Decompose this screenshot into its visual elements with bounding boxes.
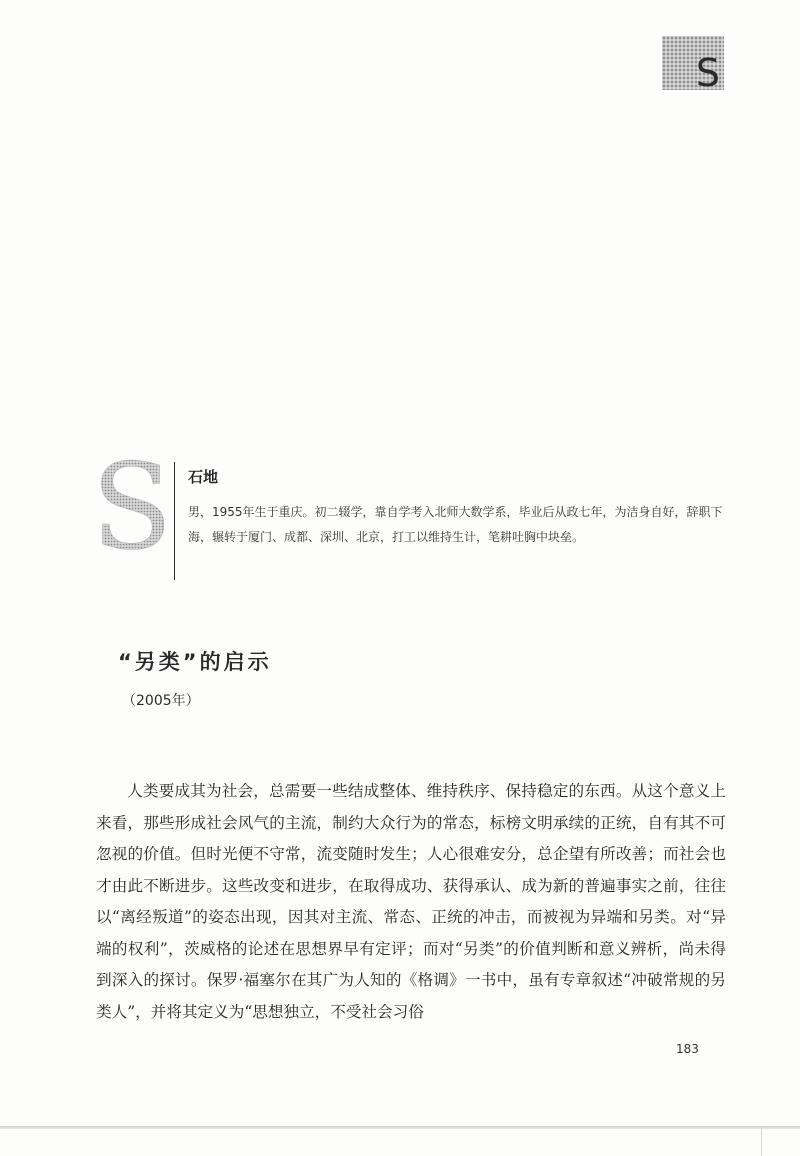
section-tab-letter: S bbox=[695, 51, 720, 95]
page-fold-mark bbox=[761, 1126, 782, 1156]
section-tab bbox=[662, 36, 724, 95]
entry-divider bbox=[174, 462, 175, 580]
article-year: （2005年） bbox=[122, 693, 200, 709]
page-bottom-edge bbox=[0, 1126, 800, 1129]
entry-initial-letter bbox=[91, 438, 173, 576]
initial-letter-text: S bbox=[91, 438, 173, 576]
page-number: 183 bbox=[676, 1042, 699, 1056]
author-bio: 男，1955年生于重庆。初二辍学，靠自学考入北师大数学系，毕业后从政七年，为洁身自好，辞职下海，辗转于厦门、成都、深圳、北京，打工以维持生计，笔耕吐胸中块垒。 bbox=[188, 505, 723, 544]
article-body: 人类要成其为社会，总需要一些结成整体、维持秩序、保持稳定的东西。从这个意义上来看，那些形成社会风气的主流，制约大众行为的常态，标榜文明承续的正统，自有其不可忽视的价值。但时光便不守常，流变随时发生；人心很难安分，总企望有所改善；而社会也才由此不断进步。这些改变和进步，在取得成功、获得承认、成为新的普遍事实之前，往往以“离经叛道”的姿态出现，因其对主流、常态、正统的冲击，而被视为异端和另类。对“异端的权利”，茨威格的论述在思想界早有定评；而对“另类”的价值判断和意义辨析，尚未得到深入的探讨。保罗·福塞尔在其广为人知的《格调》一书中，虽有专章叙述“冲破常规的另类人”，并将其定义为“思想独立，不受社会习俗 bbox=[96, 782, 726, 1021]
initial-letter-graphic bbox=[91, 438, 173, 576]
article-title: “另类”的启示 bbox=[118, 650, 272, 674]
author-name: 石地 bbox=[188, 468, 219, 486]
